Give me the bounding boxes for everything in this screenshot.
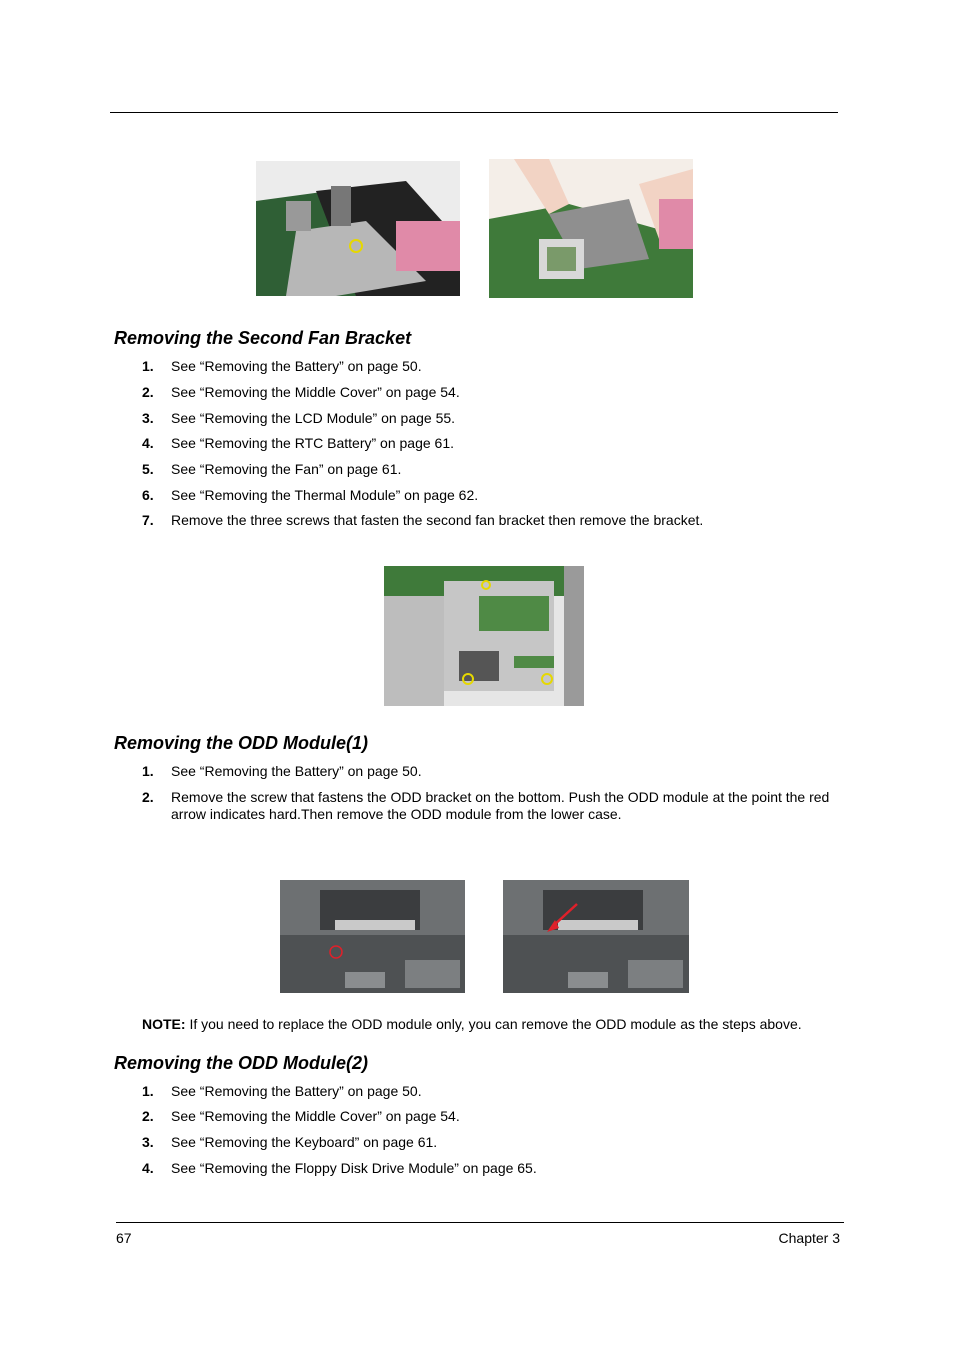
step-number: 3. (142, 410, 154, 426)
chapter-label: Chapter 3 (778, 1230, 840, 1246)
list-item (142, 1134, 842, 1151)
photo-odd-screw (280, 880, 465, 993)
step-number: 2. (142, 384, 154, 400)
section-heading-odd-module-2: Removing the ODD Module(2) (114, 1053, 369, 1073)
note-label: NOTE: (142, 1016, 186, 1032)
list-item (142, 763, 842, 780)
list-item (142, 1083, 842, 1100)
step-text: See “Removing the Floppy Disk Drive Module” on page 65. (171, 1160, 537, 1176)
step-text: See “Removing the Keyboard” on page 61. (171, 1134, 438, 1150)
step-text: See “Removing the Battery” on page 50. (171, 763, 422, 779)
step-text: See “Removing the Battery” on page 50. (171, 358, 422, 374)
step-number: 1. (142, 358, 154, 374)
step-number: 1. (142, 763, 154, 779)
step-number: 1. (142, 1083, 154, 1099)
photo-fan-bracket-screw (256, 161, 460, 296)
step-number: 7. (142, 512, 154, 528)
list-item (142, 789, 842, 823)
step-number: 2. (142, 789, 154, 805)
list-item (142, 461, 842, 478)
list-item (142, 1108, 842, 1125)
step-number: 5. (142, 461, 154, 477)
step-text: Remove the three screws that fasten the second fan bracket then remove the bracket. (171, 512, 704, 528)
step-number: 6. (142, 487, 154, 503)
list-item (142, 410, 842, 427)
section-heading-second-fan-bracket: Removing the Second Fan Bracket (114, 328, 412, 348)
note-body: If you need to replace the ODD module only, you can remove the ODD module as the steps above. (185, 1016, 802, 1032)
note-text (142, 1016, 842, 1033)
step-text: See “Removing the LCD Module” on page 55. (171, 410, 456, 426)
step-number: 4. (142, 435, 154, 451)
step-text: See “Removing the RTC Battery” on page 61. (171, 435, 455, 451)
footer-rule (116, 1222, 844, 1223)
step-text: See “Removing the Fan” on page 61. (171, 461, 402, 477)
step-text: Remove the screw that fastens the ODD bracket on the bottom. Push the ODD module at the point the red arrow indicates hard.Then remove the ODD module from the lower case. (171, 789, 830, 822)
step-number: 3. (142, 1134, 154, 1150)
step-number: 4. (142, 1160, 154, 1176)
list-item (142, 358, 842, 375)
step-number: 2. (142, 1108, 154, 1124)
page-number: 67 (116, 1230, 132, 1246)
step-text: See “Removing the Thermal Module” on page 62. (171, 487, 479, 503)
photo-second-fan-bracket-screws (384, 566, 584, 706)
list-item (142, 512, 842, 529)
list-item (142, 1160, 842, 1177)
step-text: See “Removing the Middle Cover” on page 54. (171, 1108, 460, 1124)
list-item (142, 384, 842, 401)
photo-odd-push-arrow (503, 880, 689, 993)
step-text: See “Removing the Battery” on page 50. (171, 1083, 422, 1099)
header-rule (110, 112, 838, 113)
step-text: See “Removing the Middle Cover” on page 54. (171, 384, 460, 400)
section-heading-odd-module-1: Removing the ODD Module(1) (114, 733, 369, 753)
photo-fan-bracket-remove (489, 159, 693, 298)
list-item (142, 435, 842, 452)
list-item (142, 487, 842, 504)
